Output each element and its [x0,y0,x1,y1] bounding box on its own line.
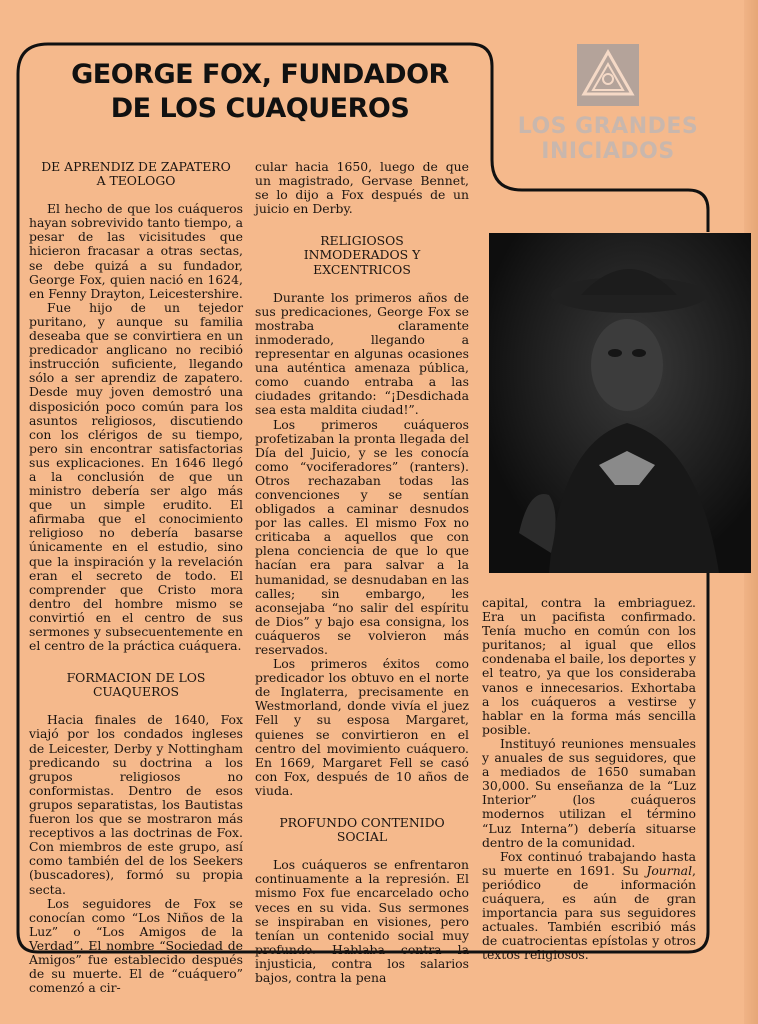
subheading-line: RELIGIOSOS [320,233,404,249]
portrait-of-george-fox [489,233,751,573]
triangle-emblem-icon [577,44,639,106]
subheading-line: EXCENTRICOS [313,261,411,277]
paragraph: Los cuáqueros se enfrentaron continuamente a la represión. El mismo Fox fue encarcelado ocho veces en su vida. Sus sermones se inspiraban en visiones, pero tenían un contenido social muy profundo. Hablaba contra la injusticia, contra los salarios bajos, contra la pena [255,857,469,985]
title-line-2: DE LOS CUAQUEROS [110,93,410,124]
text-run: Fox continuó trabajando hasta su muerte en 1691. Su [482,848,696,878]
article-title [30,58,490,126]
column-1 [29,160,243,995]
subheading-line: A TEOLOGO [96,173,176,189]
paragraph: Fue hijo de un tejedor puritano, y aunque su familia deseaba que se convirtiera en un predicador anglicano no recibió instrucción suficiente, llegando sólo a ser aprendiz de zapatero. Desde muy joven demostró una disposición poco común para los asuntos religiosos, discutiendo con los clérigos de su tiempo, pero sin encontrar satisfactorias sus explicaciones. En 1646 llegó a la conclusión de que un ministro debería ser algo más que un simple erudito. El afirmaba que el conocimiento religioso no debería basarse únicamente en el estudio, sino que la inspiración y la revelación eran el secreto de todo. El comprender que Cristo mora dentro del hombre mismo se convirtió en el centro de sus sermones y subsecuentemente en el centro de la práctica cuáquera. [29,299,243,654]
paragraph: Los primeros éxitos como predicador los obtuvo en el norte de Inglaterra, precisamente en Westmorland, donde vivía el juez Fell y su esposa Margaret, quienes se convirtieron en el centro del movimiento cuáquero. En 1669, Margaret Fell se casó con Fox, después de 10 años de viuda. [255,656,469,798]
paragraph: Instituyó reuniones mensuales y anuales de sus seguidores, que a mediados de 1650 sumaban 30,000. Su enseñanza de la “Luz Interior” (los cuáqueros modernos utilizan el término “Luz Interna”) debería situarse dentro de la comunidad. [482,735,696,850]
subheading-religiosos [255,234,469,276]
paragraph: Durante los primeros años de sus predicaciones, George Fox se mostraba claramente inmoderado, llegando a representar en algunas ocasiones una auténtica amenaza pública, como cuando entraba a las ciudades gritando: “¡Desdichada sea esta maldita ciudad!”. [255,289,469,418]
subheading-profundo [255,816,469,844]
column-2 [255,160,469,985]
text-run: , periódico de información cuáquera, es aún de gran importancia para sus seguidores actuales. También escribió más de cuatrocientas epístolas y otros textos religiosos. [482,862,696,963]
paragraph: Los primeros cuáqueros profetizaban la pronta llegada del Día del Juicio, y se les conocía como “vociferadores” (ranters). Otros rechazaban todas las convenciones y se sentían obligados a caminar desnudos por las calles. El mismo Fox no criticaba a aquellos que con plena conciencia de que lo que hacían era para salvar a la humanidad, se desnudaban en las calles; sin embargo, les aconsejaba “no salir del espíritu de Dios” y bajo esa consigna, los cuáqueros se volvieron más reservados. [255,416,469,657]
subheading-line: SOCIAL [336,829,388,845]
paragraph: cular hacia 1650, luego de que un magistrado, Gervase Bennet, se lo dijo a Fox después de un juicio en Derby. [255,159,469,217]
paragraph: El hecho de que los cuáqueros hayan sobrevivido tanto tiempo, a pesar de las vicisitudes que hicieron fracasar a otras sectas, se debe quizá a su fundador, George Fox, quien nació en 1624, en Fenny Drayton, Leicestershire. [29,201,243,301]
subheading-line: FORMACION DE LOS [66,670,206,686]
subheading-line: INMODERADOS Y [303,247,421,263]
paragraph: Los seguidores de Fox se conocían como “Los Niños de la Luz” o “Los Amigos de la Verdad”. El nombre “Sociedad de Amigos” fue establecido después de su muerte. El de “cuáquero” comenzó a cir- [29,895,243,996]
subheading-line: CUAQUEROS [92,684,180,700]
paragraph: Hacia finales de 1640, Fox viajó por los condados ingleses de Leicester, Derby y Nottingham predicando su doctrina a los grupos religiosos no conformistas. Dentro de esos grupos separatistas, los Bautistas fueron los que se mostraron más receptivos a las doctrinas de Fox. Con miembros de este grupo, así como también del de los Seekers (buscadores), formó su propia secta. [29,712,243,897]
journal-title: Journal [646,862,693,878]
paragraph: capital, contra la embriaguez. Era un pacifista confirmado. Tenía mucho en común con los puritanos; al igual que ellos condenaba el baile, los deportes y el teatro, ya que los consideraba vanos e innecesarios. Exhortaba a los cuáqueros a vestirse y hablar en la forma más sencilla posible. [482,595,696,737]
subheading-formacion [29,671,243,699]
subheading-aprendiz [29,160,243,188]
title-line-1: GEORGE FOX, FUNDADOR [71,59,449,90]
column-3 [482,596,696,962]
series-label [508,44,708,164]
subheading-line: PROFUNDO CONTENIDO [279,815,445,831]
subheading-line: DE APRENDIZ DE ZAPATERO [41,159,231,174]
paragraph [482,850,696,963]
series-line-1: LOS GRANDES [517,114,699,139]
series-line-2: INICIADOS [541,139,675,164]
